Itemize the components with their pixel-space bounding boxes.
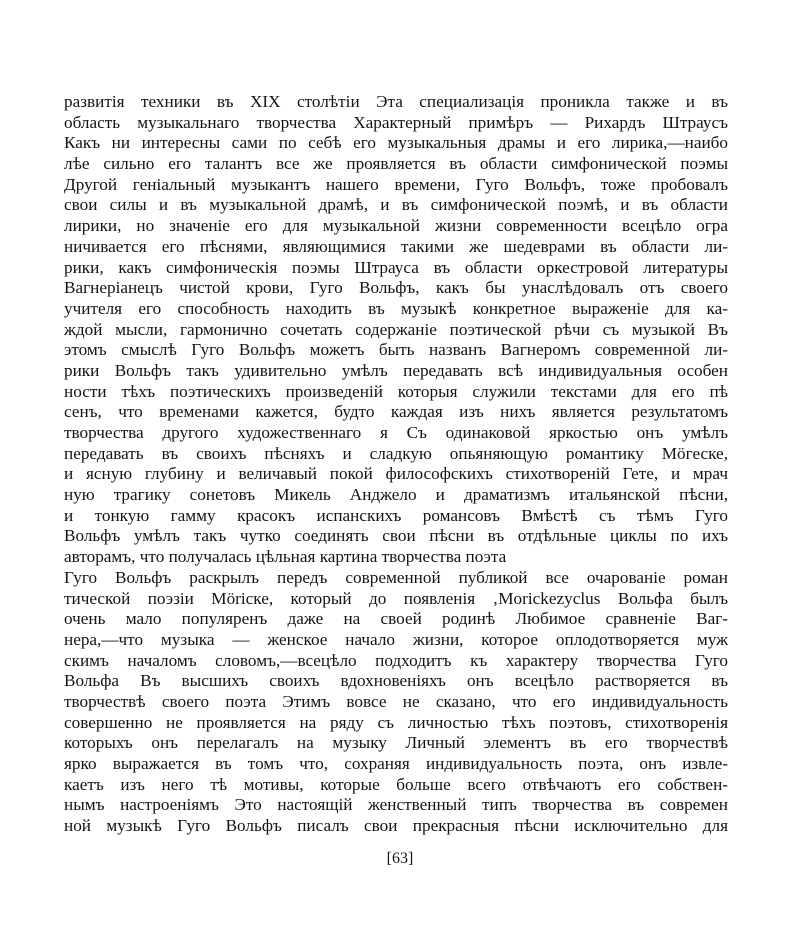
text-line: передавать въ своихъ пѣсняхъ и сладкую опьяняющую романтику Möгеске, [64,443,728,463]
text-line: ничивается его пѣснями, являющимися такими же шедеврами въ области ли- [64,236,728,256]
text-line: ную трагику сонетовъ Микель Анджело и драматизмъ итальянской пѣсни, [64,485,728,505]
text-line: область музыкальнаго творчества Характерный примѣръ — Рихардъ Штраусъ [64,112,728,132]
text-line: очень мало популяренъ даже на своей родинѣ Любимое сравненіе Ваг- [64,609,728,629]
text-line: этомъ смыслѣ Гуго Вольфъ можетъ быть названъ Вагнеромъ современной ли- [64,340,728,360]
text-line: которыхъ онъ перелагалъ на музыку Личный элементъ въ его творчествѣ [64,733,728,753]
text-line: лирики, но значеніе его для музыкальной жизни современности всецѣло огра [64,216,728,236]
text-line: авторамъ, что получалась цѣльная картина творчества поэта [64,547,507,567]
text-line: Другой геніальный музыкантъ нашего времени, Гуго Вольфъ, тоже пробовалъ [64,174,728,194]
text-line: каетъ изъ него тѣ мотивы, которые больше всего отвѣчаютъ его собствен- [64,774,728,794]
text-line: ждой мысли, гармонично сочетать содержаніе поэтической рѣчи съ музыкой Въ [64,319,728,339]
text-line: творчества другого художественнаго я Съ одинаковой яркостью онъ умѣлъ [64,423,728,442]
body-text [64,92,728,837]
text-line: совершенно не проявляется на ряду съ личностью тѣхъ поэтовъ, стихотворенія [64,712,728,732]
text-line: нымъ настроеніямъ Это настоящій женственный типъ творчества въ современ [64,795,728,815]
text-line: ярко выражается въ томъ что, сохраняя индивидуальность поэта, онъ извле- [64,754,728,773]
text-line: Какъ ни интересны сами по себѣ его музыкальныя драмы и его лирика,—наибо [64,133,728,153]
text-line: Гуго Вольфъ раскрылъ передъ современной публикой все очарованіе роман [64,567,728,587]
text-line: творчествѣ своего поэта Этимъ вовсе не сказано, что его индивидуальность [64,691,728,711]
text-line: нера,—что музыка — женское начало жизни, которое оплодотворяется муж [64,629,728,649]
text-line: сенъ, что временами кажется, будто каждая изъ нихъ является результатомъ [64,402,728,422]
text-line: скимъ началомъ словомъ,—всецѣло подходитъ къ характеру творчества Гуго [64,650,728,670]
text-line: развитія техники въ XIX столѣтіи Эта специализація проникла также и въ [64,92,728,111]
text-line: и тонкую гамму красокъ испанскихъ романсовъ Вмѣстѣ съ тѣмъ Гуго [64,505,728,525]
text-line: ности тѣхъ поэтическихъ произведеній которыя служили текстами для его пѣ [64,381,728,401]
page-number: [63] [386,850,414,867]
text-line: рики, какъ симфоническія поэмы Штрауса въ области оркестровой литературы [64,257,728,277]
text-line: и ясную глубину и величавый покой философскихъ стихотвореній Гете, и мрач [64,464,728,484]
text-line: ной музыкѣ Гуго Вольфъ писалъ свои прекрасныя пѣсни исключительно для [64,816,728,836]
text-line: Вольфа Въ высшихъ своихъ вдохновеніяхъ онъ всецѣло растворяется въ [64,671,728,691]
text-line: свои силы и въ музыкальной драмѣ, и въ симфонической поэмѣ, и въ области [64,195,728,215]
text-line: тической поэзіи Mörіске, который до появленія ‚Mοrісkezусlus Вольфа былъ [64,588,728,608]
text-line: Вагнеріанецъ чистой крови, Гуго Вольфъ, какъ бы унаслѣдовалъ отъ своего [64,278,728,298]
text-line: учителя его способность находить въ музыкѣ конкретное выраженіе для ка- [64,298,728,318]
text-line: рики Вольфъ такъ удивительно умѣлъ передавать всѣ индивидуальныя особен [64,360,728,380]
text-line: Вольфъ умѣлъ такъ чутко соединять свои пѣсни въ отдѣльные циклы по ихъ [64,526,728,546]
text-line: лѣе сильно его талантъ все же проявляется въ области симфонической поэмы [64,154,728,174]
